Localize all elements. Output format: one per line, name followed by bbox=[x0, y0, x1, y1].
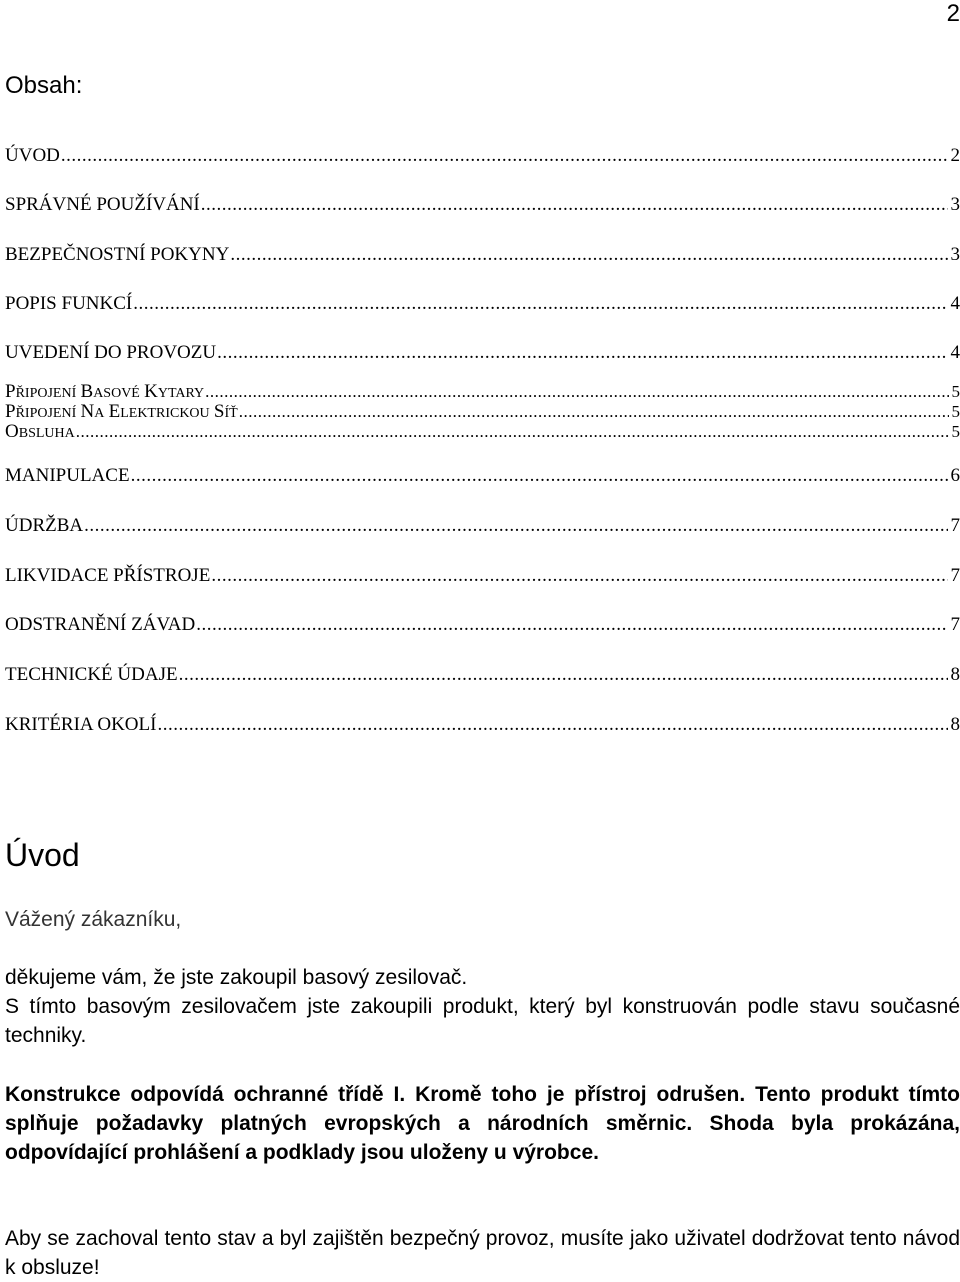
toc-page: 7 bbox=[949, 515, 960, 537]
toc-entry[interactable] bbox=[5, 614, 960, 636]
toc-entry[interactable] bbox=[5, 515, 960, 537]
toc-leader bbox=[230, 244, 947, 266]
toc-label: LIKVIDACE PŘÍSTROJE bbox=[5, 565, 210, 587]
toc-page: 2 bbox=[949, 145, 960, 167]
toc-label: TECHNICKÉ ÚDAJE bbox=[5, 664, 178, 686]
toc-entry[interactable] bbox=[5, 145, 960, 167]
greeting-text: Vážený zákazníku, bbox=[5, 905, 960, 934]
toc-leader bbox=[61, 145, 948, 167]
page-number: 2 bbox=[947, 0, 960, 28]
toc-label: ÚVOD bbox=[5, 145, 60, 167]
toc-label: MANIPULACE bbox=[5, 465, 130, 487]
toc-entry[interactable] bbox=[5, 293, 960, 315]
toc-page: 4 bbox=[949, 342, 960, 364]
toc-leader bbox=[131, 465, 948, 487]
toc-label: PŘIPOJENÍ BASOVÉ KYTARY bbox=[5, 382, 204, 404]
toc-leader bbox=[217, 342, 947, 364]
toc-entry[interactable] bbox=[5, 194, 960, 216]
toc-entry[interactable] bbox=[5, 565, 960, 587]
toc-entry[interactable] bbox=[5, 342, 960, 364]
toc-page: 3 bbox=[949, 244, 960, 266]
paragraph-instructions: Aby se zachoval tento stav a byl zajištěn bezpečný provoz, musíte jako uživatel dodržovat tento návod k obsluze! bbox=[5, 1224, 960, 1282]
toc-entry[interactable] bbox=[5, 664, 960, 686]
toc-label: ODSTRANĚNÍ ZÁVAD bbox=[5, 614, 195, 636]
paragraph-thanks: děkujeme vám, že jste zakoupil basový zesilovač. bbox=[5, 963, 960, 992]
toc-page: 7 bbox=[949, 614, 960, 636]
toc-entry[interactable] bbox=[5, 465, 960, 487]
toc-page: 5 bbox=[950, 402, 960, 422]
contents-heading: Obsah: bbox=[5, 70, 82, 102]
toc-page: 5 bbox=[950, 422, 960, 442]
paragraph-product: S tímto basovým zesilovačem jste zakoupili produkt, který byl konstruován podle stavu současné techniky. bbox=[5, 992, 960, 1050]
toc-leader bbox=[76, 422, 949, 442]
toc-page: 7 bbox=[949, 565, 960, 587]
toc-entry[interactable] bbox=[5, 714, 960, 736]
toc-label: KRITÉRIA OKOLÍ bbox=[5, 714, 156, 736]
toc-leader bbox=[179, 664, 948, 686]
toc-leader bbox=[196, 614, 947, 636]
toc-entry[interactable] bbox=[5, 244, 960, 266]
toc-page: 8 bbox=[949, 664, 960, 686]
toc-label: BEZPEČNOSTNÍ POKYNY bbox=[5, 244, 229, 266]
toc-leader bbox=[201, 194, 948, 216]
toc-leader bbox=[211, 565, 947, 587]
toc-label: ÚDRŽBA bbox=[5, 515, 83, 537]
toc-label: POPIS FUNKCÍ bbox=[5, 293, 132, 315]
toc-page: 5 bbox=[950, 382, 960, 402]
toc-label: SPRÁVNÉ POUŽÍVÁNÍ bbox=[5, 194, 200, 216]
toc-page: 3 bbox=[949, 194, 960, 216]
toc-entry[interactable] bbox=[5, 402, 960, 424]
toc-page: 4 bbox=[949, 293, 960, 315]
paragraph-conformity: Konstrukce odpovídá ochranné třídě I. Kromě toho je přístroj odrušen. Tento produkt tímto splňuje požadavky platných evropských a národních směrnic. Shoda byla prokázána, odpovídající prohlášení a podklady jsou uloženy u výrobce. bbox=[5, 1080, 960, 1167]
toc-entry[interactable] bbox=[5, 382, 960, 404]
section-title: Úvod bbox=[5, 835, 80, 875]
toc-leader bbox=[157, 714, 947, 736]
toc-leader bbox=[84, 515, 947, 537]
toc-page: 6 bbox=[949, 465, 960, 487]
toc-leader bbox=[239, 402, 949, 422]
toc-entry[interactable] bbox=[5, 422, 960, 444]
toc-label: UVEDENÍ DO PROVOZU bbox=[5, 342, 216, 364]
toc-label: PŘIPOJENÍ NA ELEKTRICKOU SÍŤ bbox=[5, 402, 238, 424]
toc-page: 8 bbox=[949, 714, 960, 736]
toc-label: OBSLUHA bbox=[5, 422, 75, 444]
toc-leader bbox=[205, 382, 948, 402]
toc-leader bbox=[133, 293, 947, 315]
